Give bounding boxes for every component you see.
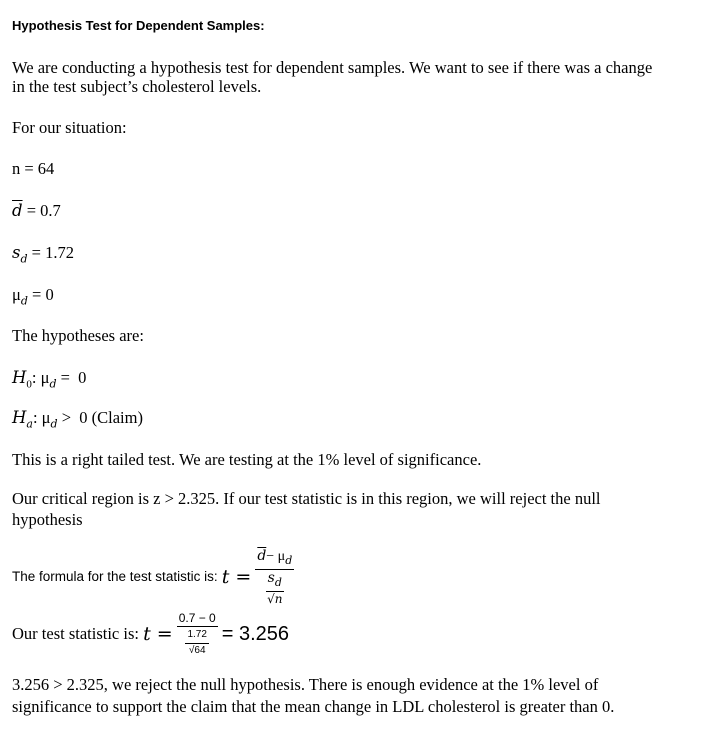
critical-line-1: Our critical region is z > 2.325. If our test statistic is in this region, we will reject the null: [12, 489, 601, 508]
mu-value: $\mu_d = 0$: [12, 285, 54, 308]
hypotheses-label: The hypotheses are:: [12, 326, 144, 345]
situation-label: For our situation:: [12, 118, 127, 137]
formula-fraction: $\overline{d}- \mu_d$ $s_d$ √n: [257, 548, 293, 606]
intro-line-2: in the test subject’s cholesterol levels.: [12, 77, 262, 96]
alternative-hypothesis: $H_a$: $\mu_d > 0$ (Claim): [12, 408, 143, 431]
conclusion-line-1: 3.256 > 2.325, we reject the null hypothesis. There is enough evidence at the 1% level of: [12, 675, 599, 694]
tail-statement: This is a right tailed test. We are testing at the 1% level of significance.: [12, 450, 482, 469]
intro-line-1: We are conducting a hypothesis test for dependent samples. We want to see if there was a change: [12, 58, 653, 77]
dbar-value: $\overline{d} = 0.7$: [12, 201, 61, 220]
conclusion-line-2: significance to support the claim that the mean change in LDL cholesterol is greater than 0.: [12, 697, 615, 716]
sd-value: $s_d = 1.72$: [12, 243, 74, 266]
formula-line: The formula for the test statistic is: t = $\overline{d}- \mu_d$ $s_d$ √n: [12, 548, 293, 606]
critical-line-2: hypothesis: [12, 510, 83, 529]
null-hypothesis: $H_0$: $\mu_d = 0$: [12, 368, 87, 391]
test-statistic-fraction: 0.7 − 0 1.72 √64: [178, 611, 216, 656]
test-statistic-line: Our test statistic is: t = 0.7 − 0 1.72 √64 = 3.256: [12, 611, 290, 656]
n-value: n = 64: [12, 159, 55, 178]
page-title: Hypothesis Test for Dependent Samples:: [12, 18, 265, 33]
